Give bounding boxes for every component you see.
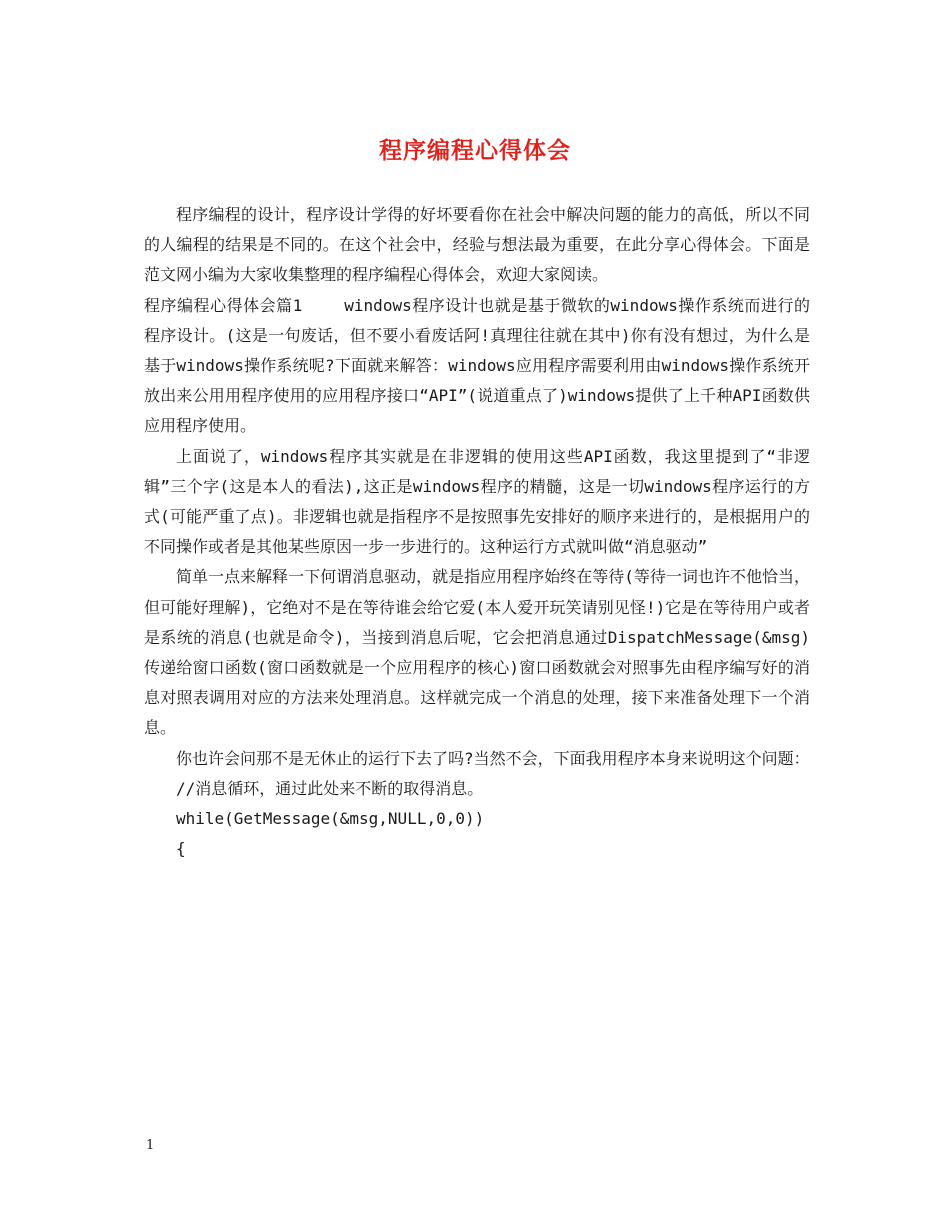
- document-body: [144, 200, 810, 864]
- paragraph-question: 你也许会问那不是无休止的运行下去了吗?当然不会，下面我用程序本身来说明这个问题：: [176, 748, 810, 768]
- paragraph-non-logic: 上面说了，windows程序其实就是在非逻辑的使用这些API函数，我这里提到了“非逻辑”三个字(这是本人的看法),这正是windows程序的精髓，这是一切windows程序运行的方式(可能严重了点)。非逻辑也就是指程序不是按照事先安排好的顺序来进行的，是根据用户的不同操作或者是其他某些原因一步一步进行的。这种运行方式就叫做“消息驱动”: [144, 446, 810, 557]
- paragraph-windows-design: windows程序设计也就是基于微软的windows操作系统而进行的程序设计。(这是一句废话，但不要小看废话阿!真理往往就在其中)你有没有想过，为什么是基于windows操作系统呢?下面就来解答：windows应用程序需要利用由windows操作系统开放出来公用用程序使用的应用程序接口“API”(说道重点了)windows提供了上千种API函数供应用程序使用。: [144, 295, 810, 436]
- code-line-while: while(GetMessage(&msg,NULL,0,0)): [176, 809, 485, 829]
- page-number: 1: [146, 1138, 155, 1153]
- section-heading: 程序编程心得体会篇1: [144, 295, 303, 315]
- document-title: 程序编程心得体会: [379, 137, 571, 164]
- code-line-comment: //消息循环，通过此处来不断的取得消息。: [176, 778, 484, 798]
- paragraph-section-1: [144, 291, 810, 442]
- paragraph-intro: 程序编程的设计，程序设计学得的好坏要看你在社会中解决问题的能力的高低，所以不同的人编程的结果是不同的。在这个社会中，经验与想法最为重要，在此分享心得体会。下面是范文网小编为大家收集整理的程序编程心得体会，欢迎大家阅读。: [144, 205, 810, 285]
- paragraph-message-driven: 简单一点来解释一下何谓消息驱动，就是指应用程序始终在等待(等待一词也许不他恰当，但可能好理解)，它绝对不是在等待谁会给它爱(本人爱开玩笑请别见怪!)它是在等待用户或者是系统的消息(也就是命令)，当接到消息后呢，它会把消息通过DispatchMessage(&msg)传递给窗口函数(窗口函数就是一个应用程序的核心)窗口函数就会对照事先由程序编写好的消息对照表调用对应的方法来处理消息。这样就完成一个消息的处理，接下来准备处理下一个消息。: [144, 567, 810, 738]
- code-line-brace: {: [176, 839, 186, 859]
